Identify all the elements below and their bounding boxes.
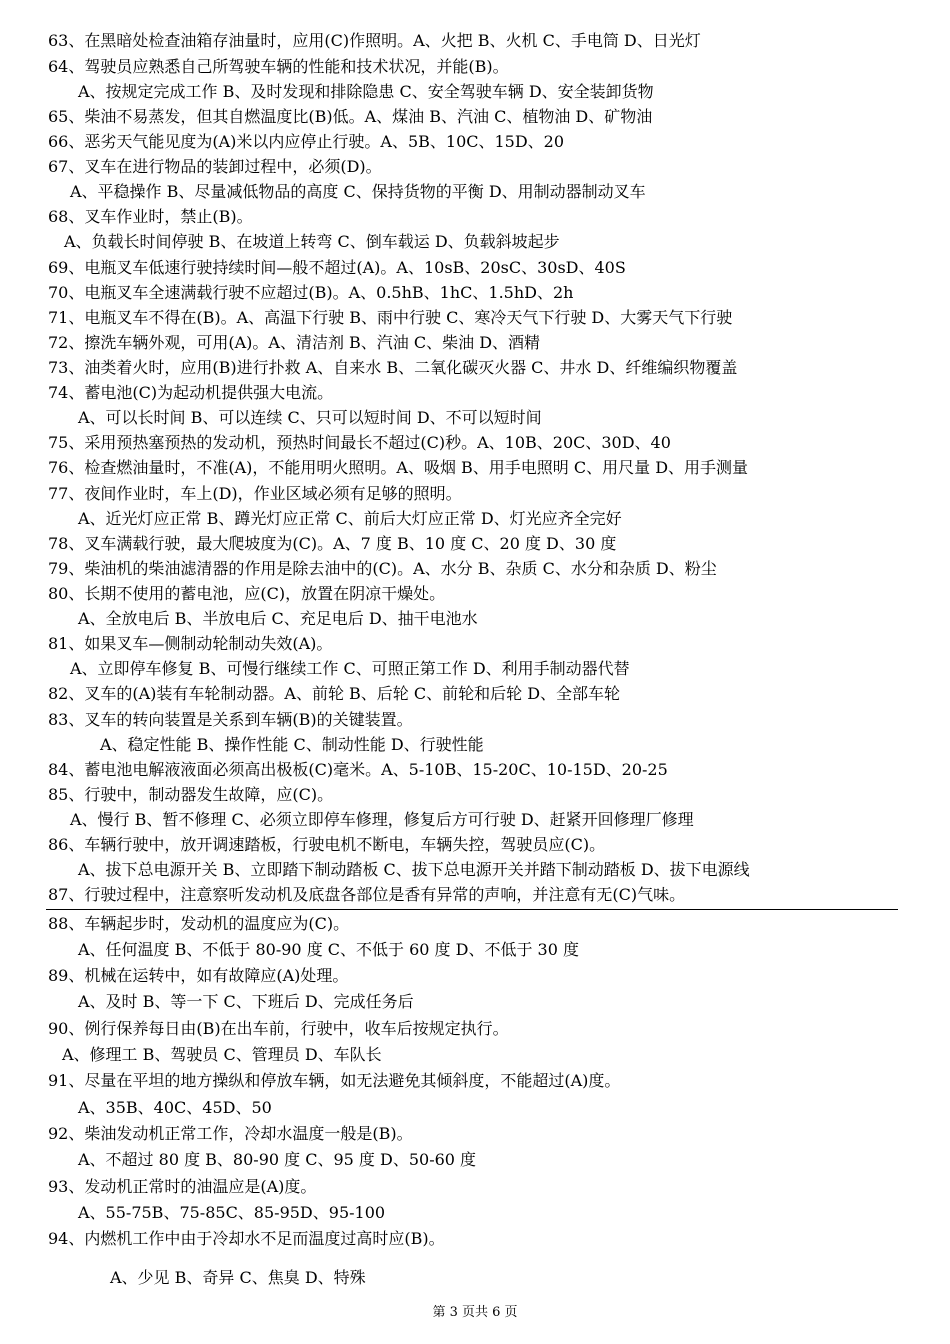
question-86: 86、车辆行驶中，放开调速踏板，行驶电机不断电，车辆失控，驾驶员应(C)。 <box>48 835 606 854</box>
question-88: 88、车辆起步时，发动机的温度应为(C)。 <box>48 914 350 933</box>
question-80: 80、长期不使用的蓄电池，应(C)，放置在阴凉干燥处。 <box>48 584 446 603</box>
options-83: A、稳定性能 B、操作性能 C、制动性能 D、行驶性能 <box>100 735 484 754</box>
options-67: A、平稳操作 B、尽量减低物品的高度 C、保持货物的平衡 D、用制动器制动叉车 <box>70 182 646 201</box>
options-90: A、修理工 B、驾驶员 C、管理员 D、车队长 <box>62 1045 382 1064</box>
question-63: 63、在黑暗处检查油箱存油量时，应用(C)作照明。A、火把 B、火机 C、手电筒 D、日光灯 <box>48 31 701 50</box>
question-87: 87、行驶过程中，注意察听发动机及底盘各部位是香有异常的声响，并注意有无(C)气味。 <box>48 885 686 904</box>
question-73: 73、油类着火时，应用(B)进行扑救 A、自来水 B、二氧化碳灭火器 C、井水 D、纤维编织物覆盖 <box>48 358 738 377</box>
options-92: A、不超过 80 度 B、80-90 度 C、95 度 D、50-60 度 <box>78 1150 477 1169</box>
question-93: 93、发动机正常时的油温应是(A)度。 <box>48 1177 317 1196</box>
question-92: 92、柴油发动机正常工作，冷却水温度一般是(B)。 <box>48 1124 413 1143</box>
question-90: 90、例行保养每日由(B)在出车前，行驶中，收车后按规定执行。 <box>48 1019 509 1038</box>
options-86: A、拔下总电源开关 B、立即踏下制动踏板 C、拔下总电源开关并踏下制动踏板 D、拔下电源线 <box>78 860 750 879</box>
options-93: A、55-75B、75-85C、85-95D、95-100 <box>78 1203 386 1222</box>
options-94: A、少见 B、奇异 C、焦臭 D、特殊 <box>110 1268 366 1287</box>
options-85: A、慢行 B、暂不修理 C、必须立即停车修理，修复后方可行驶 D、赶紧开回修理厂修理 <box>70 810 694 829</box>
question-89: 89、机械在运转中，如有故障应(A)处理。 <box>48 966 349 985</box>
question-75: 75、采用预热塞预热的发动机，预热时间最长不超过(C)秒。A、10B、20C、30D、40 <box>48 433 671 452</box>
question-71: 71、电瓶叉车不得在(B)。A、高温下行驶 B、雨中行驶 C、寒冷天气下行驶 D、大雾天气下行驶 <box>48 308 733 327</box>
options-88: A、任何温度 B、不低于 80-90 度 C、不低于 60 度 D、不低于 30 度 <box>78 940 580 959</box>
options-68: A、负载长时间停驶 B、在坡道上转弯 C、倒车载运 D、负载斜坡起步 <box>64 232 560 251</box>
question-78: 78、叉车满载行驶，最大爬坡度为(C)。A、7 度 B、10 度 C、20 度 D、30 度 <box>48 534 617 553</box>
question-94: 94、内燃机工作中由于冷却水不足而温度过高时应(B)。 <box>48 1229 445 1248</box>
question-72: 72、擦洗车辆外观，可用(A)。A、清洁剂 B、汽油 C、柴油 D、酒精 <box>48 333 541 352</box>
question-82: 82、叉车的(A)装有车轮制动器。A、前轮 B、后轮 C、前轮和后轮 D、全部车轮 <box>48 684 621 703</box>
options-64: A、按规定完成工作 B、及时发现和排除隐患 C、安全驾驶车辆 D、安全装卸货物 <box>78 82 654 101</box>
question-66: 66、恶劣天气能见度为(A)米以内应停止行驶。A、5B、10C、15D、20 <box>48 132 565 151</box>
options-80: A、全放电后 B、半放电后 C、充足电后 D、抽干电池水 <box>78 609 478 628</box>
page-number-footer: 第 3 页共 6 页 <box>432 1305 518 1320</box>
question-76: 76、检查燃油量时，不准(A)，不能用明火照明。A、吸烟 B、用手电照明 C、用尺量 D、用手测量 <box>48 458 749 477</box>
question-79: 79、柴油机的柴油滤清器的作用是除去油中的(C)。A、水分 B、杂质 C、水分和杂质 D、粉尘 <box>48 559 717 578</box>
question-85: 85、行驶中，制动器发生故障，应(C)。 <box>48 785 334 804</box>
question-77: 77、夜间作业时，车上(D)，作业区域必须有足够的照明。 <box>48 484 462 503</box>
question-65: 65、柴油不易蒸发，但其自燃温度比(B)低。A、煤油 B、汽油 C、植物油 D、矿物油 <box>48 107 653 126</box>
options-77: A、近光灯应正常 B、蹲光灯应正常 C、前后大灯应正常 D、灯光应齐全完好 <box>78 509 622 528</box>
question-91: 91、尽量在平坦的地方操纵和停放车辆，如无法避免其倾斜度，不能超过(A)度。 <box>48 1071 621 1090</box>
options-74: A、可以长时间 B、可以连续 C、只可以短时间 D、不可以短时间 <box>78 408 542 427</box>
question-70: 70、电瓶叉车全速满载行驶不应超过(B)。A、0.5hB、1hC、1.5hD、2h <box>48 283 574 302</box>
question-69: 69、电瓶叉车低速行驶持续时间—般不超过(A)。A、10sB、20sC、30sD、40S <box>48 258 626 277</box>
question-64: 64、驾驶员应熟悉自己所驾驶车辆的性能和技术状况，并能(B)。 <box>48 57 509 76</box>
options-89: A、及时 B、等一下 C、下班后 D、完成任务后 <box>78 992 414 1011</box>
question-74: 74、蓄电池(C)为起动机提供强大电流。 <box>48 383 334 402</box>
question-67: 67、叉车在进行物品的装卸过程中，必须(D)。 <box>48 157 382 176</box>
section-divider <box>46 909 898 910</box>
question-68: 68、叉车作业时，禁止(B)。 <box>48 207 253 226</box>
options-81: A、立即停车修复 B、可慢行继续工作 C、可照正第工作 D、利用手制动器代替 <box>70 659 630 678</box>
question-81: 81、如果叉车—侧制动轮制动失效(A)。 <box>48 634 333 653</box>
options-91: A、35B、40C、45D、50 <box>78 1098 272 1117</box>
question-84: 84、蓄电池电解液液面必须高出极板(C)毫米。A、5-10B、15-20C、10-15D、20-25 <box>48 760 668 779</box>
question-83: 83、叉车的转向装置是关系到车辆(B)的关键装置。 <box>48 710 413 729</box>
